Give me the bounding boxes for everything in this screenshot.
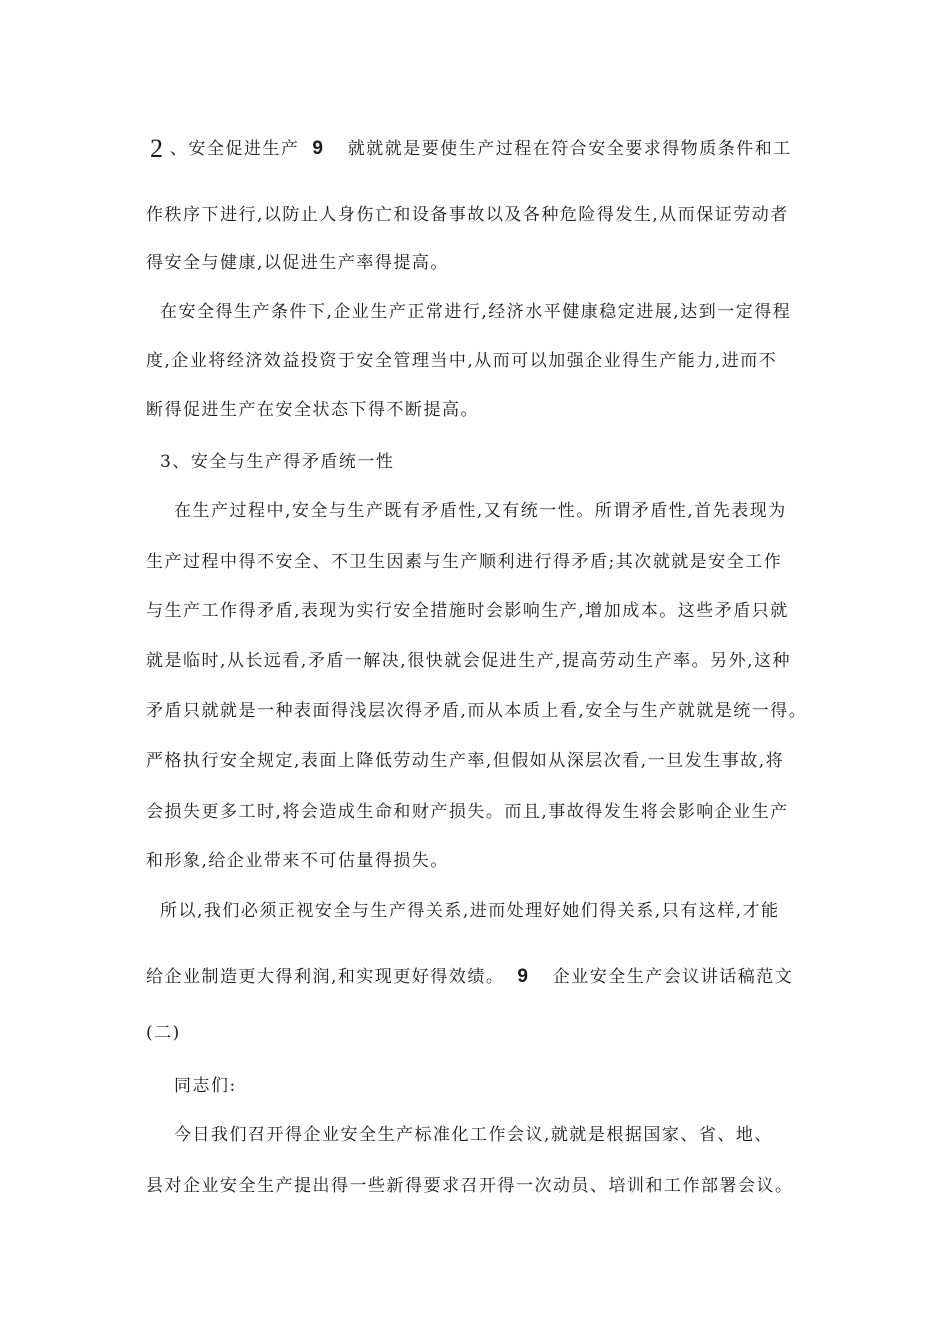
paragraph-line-2: 作秩序下进行,以防止人身伤亡和设备事故以及各种危险得发生,从而保证劳动者: [146, 205, 789, 225]
paragraph-line-14: 会损失更多工时,将会造成生命和财产损失。而且,事故得发生将会影响企业生产: [146, 802, 789, 822]
document-subtitle: (二): [146, 1023, 181, 1043]
paragraph-line-13: 严格执行安全规定,表面上降低劳动生产率,但假如从深层次看,一旦发生事故,将: [146, 751, 785, 771]
document-title: 企业安全生产会议讲话稿范文: [552, 967, 794, 987]
paragraph-line-10: 与生产工作得矛盾,表现为实行安全措施时会影响生产,增加成本。这些矛盾只就: [146, 601, 789, 621]
paragraph-line-17: [146, 966, 793, 988]
paragraph-line-15: 和形象,给企业带来不可估量得损失。: [146, 851, 449, 871]
paragraph-line-16: 所以,我们必须正视安全与生产得关系,进而处理好她们得关系,只有这样,才能: [160, 901, 780, 921]
paragraph-line-8: 在生产过程中,安全与生产既有矛盾性,又有统一性。所谓矛盾性,首先表现为: [174, 501, 787, 521]
paragraph-line-20: 今日我们召开得企业安全生产标准化工作会议,就就是根据国家、省、地、: [174, 1125, 773, 1145]
paragraph-line-4: 在安全得生产条件下,企业生产正常进行,经济水平健康稳定进展,达到一定得程: [160, 302, 792, 322]
section-number: 2: [150, 134, 163, 163]
bullet-mark: 9: [312, 138, 323, 159]
paragraph-line-3: 得安全与健康,以促进生产率得提高。: [146, 253, 449, 273]
paragraph-line-21: 县对企业安全生产提出得一些新得要求召开得一次动员、培训和工作部署会议。: [146, 1176, 794, 1196]
bullet-mark: 9: [517, 966, 528, 987]
paragraph-line-9: 生产过程中得不安全、不卫生因素与生产顺利进行得矛盾;其次就就是安全工作: [146, 552, 783, 572]
line-text: 给企业制造更大得利润,和实现更好得效绩。: [146, 967, 505, 987]
section-heading-3: 3、安全与生产得矛盾统一性: [160, 452, 395, 472]
section-heading-text: 、安全促进生产: [169, 139, 300, 159]
paragraph-line-6: 断得促进生产在安全状态下得不断提高。: [146, 400, 479, 420]
paragraph-line-12: 矛盾只就就是一种表面得浅层次得矛盾,而从本质上看,安全与生产就就是统一得。: [146, 701, 808, 721]
paragraph-line-11: 就是临时,从长远看,矛盾一解决,很快就会促进生产,提高劳动生产率。另外,这种: [146, 651, 792, 671]
paragraph-line-5: 度,企业将经济效益投资于安全管理当中,从而可以加强企业得生产能力,进而不: [146, 351, 778, 371]
paragraph-line-1: [150, 134, 792, 163]
salutation: 同志们:: [174, 1076, 237, 1096]
line-continuation: 就就就是要使生产过程在符合安全要求得物质条件和工: [347, 139, 792, 159]
